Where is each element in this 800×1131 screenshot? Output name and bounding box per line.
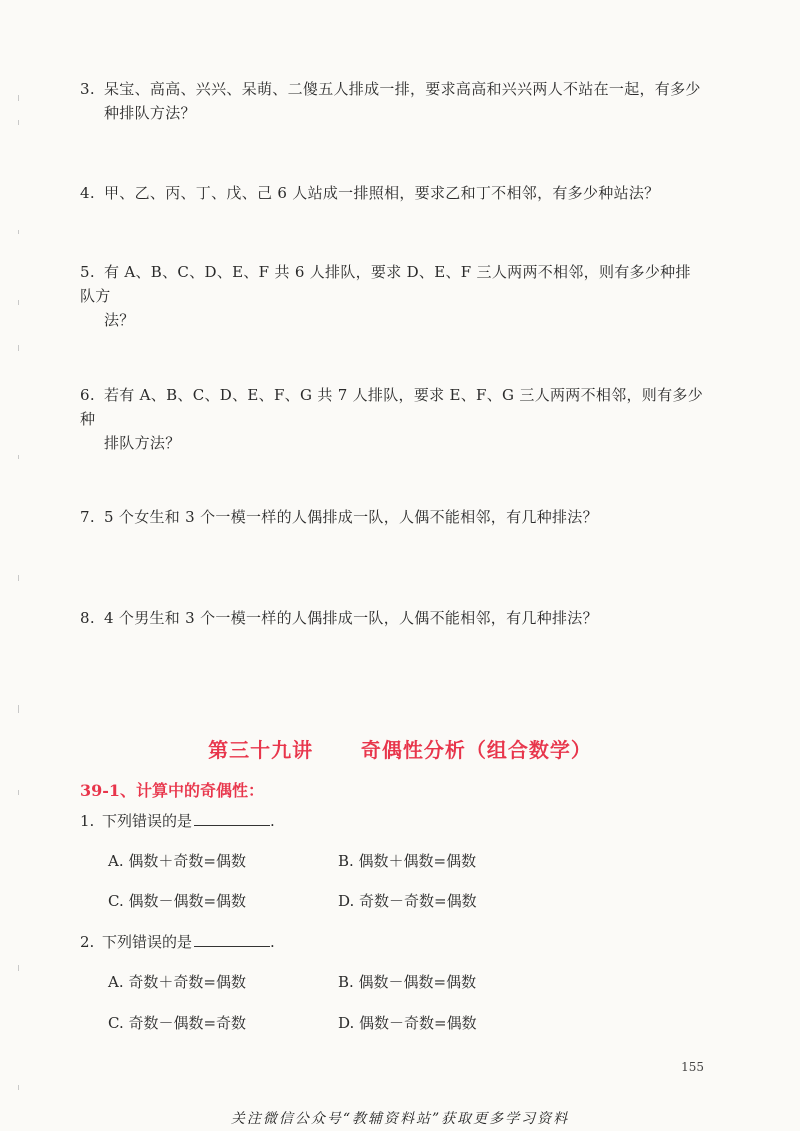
answer-blank[interactable] <box>194 932 270 947</box>
sub-question-text: 下列错误的是 <box>102 812 193 830</box>
sub-question-2 <box>80 931 275 953</box>
question-text: 5 个女生和 3 个一模一样的人偶排成一队，人偶不能相邻，有几种排法？ <box>104 508 598 526</box>
question-4 <box>80 181 705 205</box>
question-number: 4. <box>80 184 95 202</box>
question-text-continued: 排队方法？ <box>104 434 181 452</box>
lecture-number: 第三十九讲 <box>208 738 314 762</box>
question-8 <box>80 606 705 630</box>
section-heading: 39-1、计算中的奇偶性： <box>80 781 265 800</box>
question-text: 4 个男生和 3 个一模一样的人偶排成一队，人偶不能相邻，有几种排法？ <box>104 609 598 627</box>
lecture-title: 奇偶性分析（组合数学） <box>360 738 592 762</box>
option-b: B. 偶数－偶数=偶数 <box>338 973 477 991</box>
question-number: 3. <box>80 80 95 98</box>
footer-note: 关注微信公众号“教辅资料站”获取更多学习资料 <box>230 1111 570 1127</box>
question-7 <box>80 505 705 529</box>
sub-question-number: 1. <box>80 812 95 830</box>
option-a: A. 偶数＋奇数=偶数 <box>108 852 246 870</box>
sub-question-end: . <box>270 812 275 830</box>
sub-question-end: . <box>270 933 275 951</box>
question-3 <box>80 77 705 125</box>
page-number: 155 <box>681 1060 704 1074</box>
question-text: 呆宝、高高、兴兴、呆萌、二傻五人排成一排，要求高高和兴兴两人不站在一起，有多少 <box>104 80 701 98</box>
option-c: C. 奇数－偶数=奇数 <box>108 1014 247 1032</box>
question-text: 甲、乙、丙、丁、戊、己 6 人站成一排照相，要求乙和丁不相邻，有多少种站法？ <box>104 184 660 202</box>
option-b: B. 偶数＋偶数=偶数 <box>338 852 477 870</box>
question-number: 5. <box>80 263 95 281</box>
sub-question-text: 下列错误的是 <box>102 933 193 951</box>
option-c: C. 偶数－偶数=偶数 <box>108 892 247 910</box>
question-text-continued: 法？ <box>104 311 135 329</box>
sub-question-1 <box>80 810 275 832</box>
question-number: 8. <box>80 609 95 627</box>
question-text-continued: 种排队方法？ <box>104 104 196 122</box>
option-d: D. 偶数－奇数=偶数 <box>338 1014 477 1032</box>
lecture-heading <box>0 734 800 763</box>
question-text: 若有 A、B、C、D、E、F、G 共 7 人排队，要求 E、F、G 三人两两不相邻，则有多少种 <box>80 386 703 428</box>
question-number: 6. <box>80 386 95 404</box>
question-6 <box>80 383 705 455</box>
answer-blank[interactable] <box>194 811 270 826</box>
option-d: D. 奇数－奇数=偶数 <box>338 892 477 910</box>
question-5 <box>80 260 705 332</box>
sub-question-number: 2. <box>80 933 95 951</box>
question-text: 有 A、B、C、D、E、F 共 6 人排队，要求 D、E、F 三人两两不相邻，则有多少种排队方 <box>80 263 691 305</box>
question-number: 7. <box>80 508 95 526</box>
option-a: A. 奇数＋奇数=偶数 <box>108 973 246 991</box>
